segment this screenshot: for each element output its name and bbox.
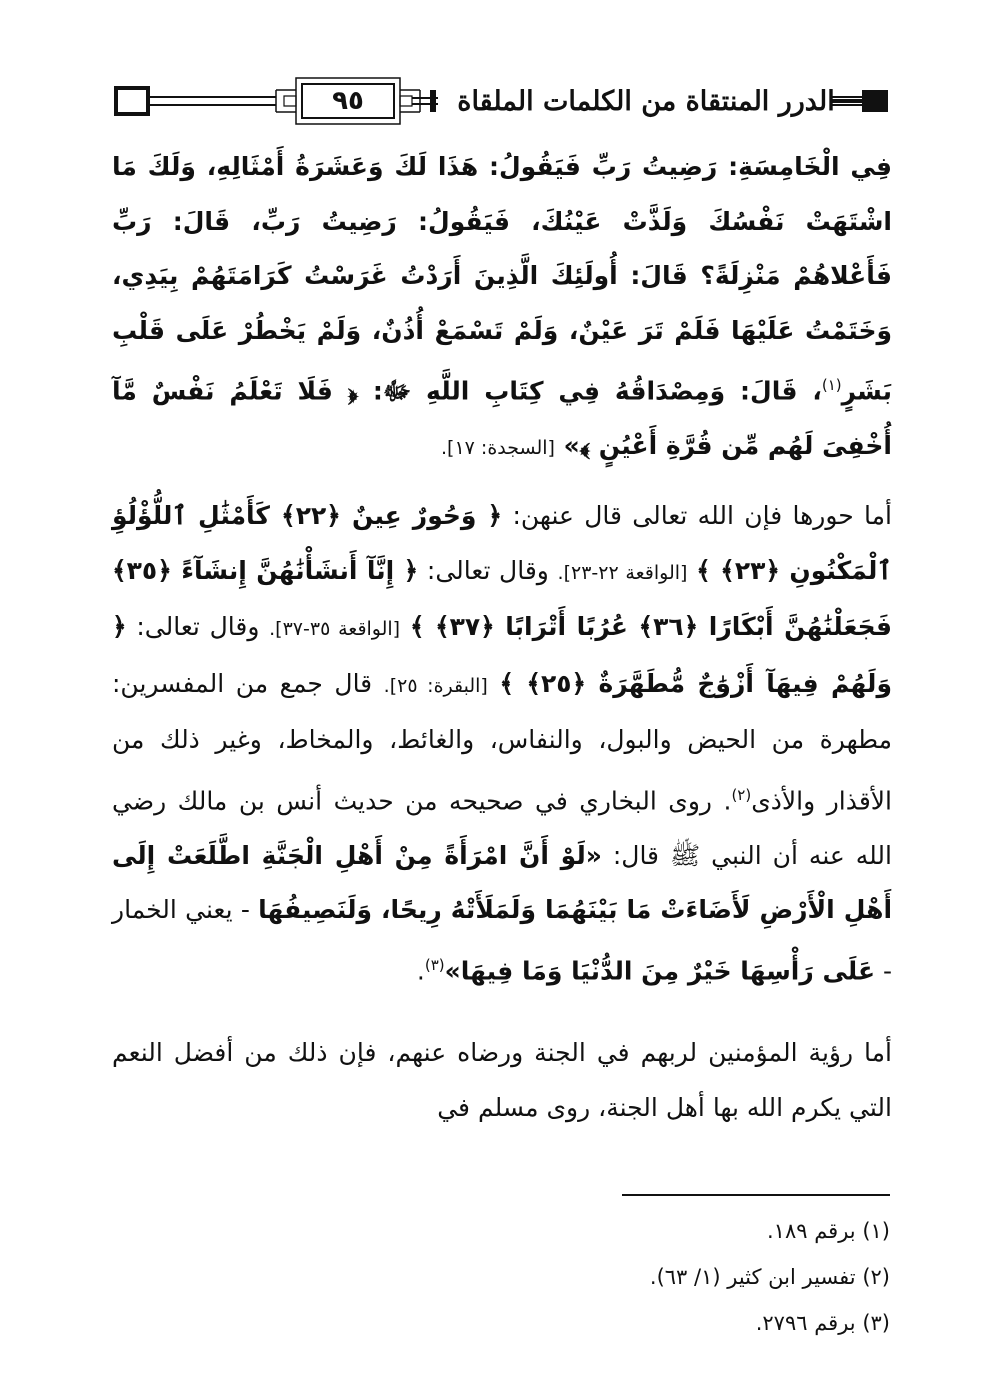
text-segment: . bbox=[416, 955, 425, 985]
hadith-text: «لَوْ أَنَّ امْرَأَةً مِنْ أَهْلِ الْجَنَّةِ اطَّلَعَتْ إِلَى أَهْلِ الْأَرْضِ لَأَضَاءَتْ مَا بَيْنَهُمَا وَلَمَلَأَتْهُ رِيحًا، وَلَنَصِيفُهَا bbox=[112, 840, 893, 925]
footnote-marker-1: (١) bbox=[821, 376, 842, 394]
quran-reference: [البقرة: ٢٥]. bbox=[383, 674, 488, 697]
footnote-divider bbox=[622, 1194, 890, 1196]
footnote-3: (٣) برقم ٢٧٩٦. bbox=[755, 1311, 890, 1335]
paragraph-vision bbox=[112, 1026, 892, 1135]
hadith-text: فِي الْخَامِسَةِ: رَضِيتُ رَبِّ فَيَقُولُ: هَذَا لَكَ وَعَشَرَةُ أَمْثَالِهِ، وَلَكَ مَا اشْتَهَتْ نَفْسُكَ وَلَذَّتْ عَيْنُكَ، فَيَقُولُ: رَضِيتُ رَبِّ، قَالَ: رَبِّ فَأَعْلاهُمْ مَنْزِلَةً؟ قَالَ: أُولَئِكَ الَّذِينَ أَرَدْتُ غَرَسْتُ كَرَامَتَهُمْ بِيَدِي، وَخَتَمْتُ عَلَيْهَا فَلَمْ تَرَ عَيْنٌ، وَلَمْ تَسْمَعْ أُذُنٌ، وَلَمْ يَخْطُرْ عَلَى قَلْبِ بَشَرٍ bbox=[112, 152, 892, 406]
quran-reference: [الواقعة ٣٥-٣٧]. bbox=[269, 618, 401, 641]
footnote-marker-3: (٣) bbox=[424, 955, 445, 974]
quran-verse: ﴿ وَلَهُمْ فِيهَآ أَزْوَٰجٌ مُّطَهَّرَةٌ ﴿٢٥﴾ ﴾ bbox=[112, 612, 892, 698]
book-title: الدرر المنتقاة من الكلمات الملقاة bbox=[457, 86, 835, 117]
quran-verse: ﴿ إِنَّآ أَنشَأْنَٰهُنَّ إِنشَآءً ﴿٣٥﴾ فَجَعَلْنَٰهُنَّ أَبْكَارًا ﴿٣٦﴾ عُرُبًا أَتْرَابًا ﴿٣٧﴾ ﴾ bbox=[112, 555, 892, 642]
hadith-text-2: ، قَالَ: وَمِصْدَاقُهُ فِي كِتَابِ اللَّهِ ﷻ: ﴿ فَلَا تَعْلَمُ نَفْسٌ مَّآ أُخْفِىَ لَهُم مِّن قُرَّةِ أَعْيُنٍ ﴾» bbox=[112, 376, 892, 460]
quran-reference: [السجدة: ١٧]. bbox=[441, 436, 555, 459]
text-segment: - يعني الخمار - bbox=[112, 895, 892, 985]
text-segment: أما حورها فإن الله تعالى قال عنهن: bbox=[502, 501, 892, 531]
text-segment: قال جمع من المفسرين: مطهرة من الحيض والبول، والنفاس، والغائط، والمخاط، وغير ذلك من الأقذار والأذى bbox=[112, 668, 892, 816]
quran-reference: [الواقعة ٢٢-٢٣]. bbox=[557, 561, 688, 584]
paragraph-hadith-continued bbox=[112, 140, 892, 475]
text-segment: . روى البخاري في صحيحه من حديث أنس بن مالك رضي الله عنه أن النبي ﷺ قال: bbox=[112, 786, 892, 870]
page-header bbox=[112, 70, 892, 132]
footnotes bbox=[112, 1208, 890, 1346]
hadith-text: عَلَى رَأْسِهَا خَيْرٌ مِنَ الدُّنْيَا وَمَا فِيهَا» bbox=[444, 955, 876, 985]
quran-verse: ﴿ وَحُورٌ عِينٌ ﴿٢٢﴾ كَأَمْثَٰلِ ٱللُّؤْلُؤِ ٱلْمَكْنُونِ ﴿٢٣﴾ ﴾ bbox=[112, 501, 892, 585]
main-content bbox=[112, 140, 892, 1135]
footnote-marker-2: (٢) bbox=[731, 785, 752, 804]
text-segment: وقال تعالى: bbox=[126, 612, 270, 642]
footnote-2: (٢) تفسير ابن كثير (١/ ٦٣). bbox=[649, 1265, 890, 1289]
page-number: ٩٥ bbox=[332, 86, 364, 116]
paragraph-houris bbox=[112, 489, 892, 998]
text-segment: أما رؤية المؤمنين لربهم في الجنة ورضاه عنهم، فإن ذلك من أفضل النعم التي يكرم الله بها أهل الجنة، روى مسلم في bbox=[112, 1038, 892, 1122]
footnote-1: (١) برقم ١٨٩. bbox=[766, 1219, 890, 1243]
text-segment: وقال تعالى: bbox=[418, 555, 558, 585]
